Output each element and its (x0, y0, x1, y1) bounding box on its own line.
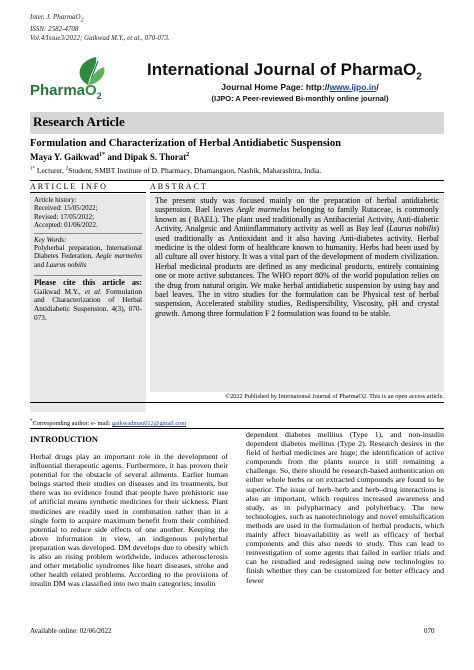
author-1: Maya Y. Gaikwad (30, 152, 100, 162)
authors: Maya Y. Gaikwad$^{1*}$ and Dipak S. Thorat$^2$ (30, 152, 190, 162)
article-info-box (30, 194, 146, 412)
journal-title: International Journal of PharmaO$_2$ (147, 60, 422, 83)
homepage-link[interactable]: www.ijpo.in (329, 82, 377, 92)
peer-reviewed-note: (IJPO: A Peer-reviewed Bi-monthly online journal) (211, 94, 389, 103)
intro-right-column: dependent diabetes mellitus (Type 1), and non-insulin dependent diabetes mellitus (Type 2). Research desires in the field of herbal medicines are huge; the identification of active compounds from the plants source is still remaining a challenge. So, there should be research-based authentication on either whole herbs or on extracted compounds are found to be superior. The issue of herb–herb and herb–drug interactions is also an important, which requires increased awareness and study, as in polypharmacy and polyherbacy. The new technologies, such as nanotechnology and novel emulsification methods are used in the formulation of herbal products, which mainly affect bioavailability as well as efficacy of herbal components and this also needs to study. This can lead to reinvestigation of some agents that failed in earlier trials and can be restudied and redesigned using new technologies to finish whether they can be customized for better efficacy and fewer (246, 430, 444, 585)
introduction-heading: INTRODUCTION (30, 434, 99, 444)
corresponding-author: *Corresponding author: e- mail: gaikwadmau012@gmail.com (30, 418, 187, 428)
cite-as: Please cite this article as: Gaikwad M.Y., et al. Formulation and Characterization of Herbal Antidiabetic Suspension. 4(3), 070-073. (34, 278, 143, 322)
history-label: Article history: (34, 196, 77, 204)
issn: ISSN: 2582-4708 (30, 25, 79, 34)
page-number: 070 (424, 627, 435, 635)
divider (30, 180, 444, 181)
divider (30, 428, 444, 429)
affiliation: $^{1*}$ Lecturer, $^2$Student, SMBT Institute of D. Pharmacy, Dhamangaon, Nashik, Maharashtra, India. (30, 166, 322, 175)
divider (30, 192, 146, 193)
journal-meta: Inter. J. PharmaO$_2$ ISSN: 2582-4708 Vol.4/Issue3/2022; Gaikwad M.Y., et al., 070-073. (30, 13, 170, 43)
abstract-heading: ABSTRACT (150, 182, 208, 191)
divider (30, 402, 444, 403)
homepage-line: Journal Home Page: http://www.ijpo.in/ (221, 82, 379, 92)
author-email-link[interactable]: gaikwadmau012@gmail.com (112, 420, 187, 428)
revised-date: Revised: 17/05/2022; (34, 212, 95, 221)
citation-line: Vol.4/Issue3/2022; Gaikwad M.Y., et al., 070-073. (30, 34, 170, 43)
received-date: Received: 15/05/2022; (34, 204, 98, 213)
author-2: Dipak S. Thorat (124, 152, 187, 162)
accepted-date: Accepted: 01/06/2022. (34, 221, 98, 230)
article-type: Research Article (33, 114, 125, 129)
keywords-label: Key Words: (34, 235, 67, 244)
article-title: Formulation and Characterization of Herbal Antidiabetic Suspension (30, 138, 341, 149)
available-online: Available online: 02/06/2022 (30, 627, 112, 635)
copyright-note: ©2022 Published by International Journal of PharmaO2. This is an open access article. (225, 393, 444, 400)
abstract-text: The present study was focused mainly on the preparation of herbal antidiabetic suspension. Bael leaves Aegle marmelos belonging to family Rutaceae, is commonly known as ( BAEL). The plant used traditionally as Antibacterial Activity, Anti-diabetic Activity, Analgesic and Antiinflammatory activity as well as Bay leaf (Laurus nobilis) used traditionally as Antioxidant and it also having Anti-diabetes activity. Herbal medicine is the oldest form of healthcare known to humanity. Herbs had been used by all culture all over history. It was a vital part of the development of modern civilization. Herbal medicinal products are defined as any medicinal products, entirely containing one or more active substances. The WHO report 80% of the world population relies on the drug from natural origin. We make herbal antidiabetic suspension by using bay and bael leaves. The in vitro studies for the formulation can be Physical test of herbal suspension, Accelerated stability studies, Redispersibility, Viscosity, pH and crystal growth. Among three formulation F 2 formulation was found to be stable. (150, 194, 444, 392)
keywords: Polyherbal preparation, International Diabetes Federation, Aegle marmelos and Laurus nobilis (34, 244, 142, 269)
journal-abbrev: Inter. J. PharmaO (30, 13, 81, 21)
logo-wordmark: PharmaO$_2$ (30, 82, 102, 101)
divider (150, 192, 444, 193)
intro-left-column: Herbal drugs play an important role in the development of influential therapeutic agents. Furthermore, it has proven their potential for the obstacle of several ailments. Earlier human beings started their studies on diseases and its treatments, but there was no evidence found that people have prehistoric use of artificial means synthetic medicines for their sickness. Plant medicines are readily used in combination rather than in a single form to acquire maximum benefit from their combined potential to reduce side effects of one another. Keeping the above information in view, an indigenous polyherbal preparation was developed. DM develops due to obesity which is also an rising problem worldwide, induces atherosclerosis and other metabolic syndromes like heart diseases, stroke and other health related problems. According to the provisions of insulin DM was classified into two main categories; insulin (30, 452, 228, 589)
article-info-heading: ARTICLE INFO (30, 182, 108, 191)
